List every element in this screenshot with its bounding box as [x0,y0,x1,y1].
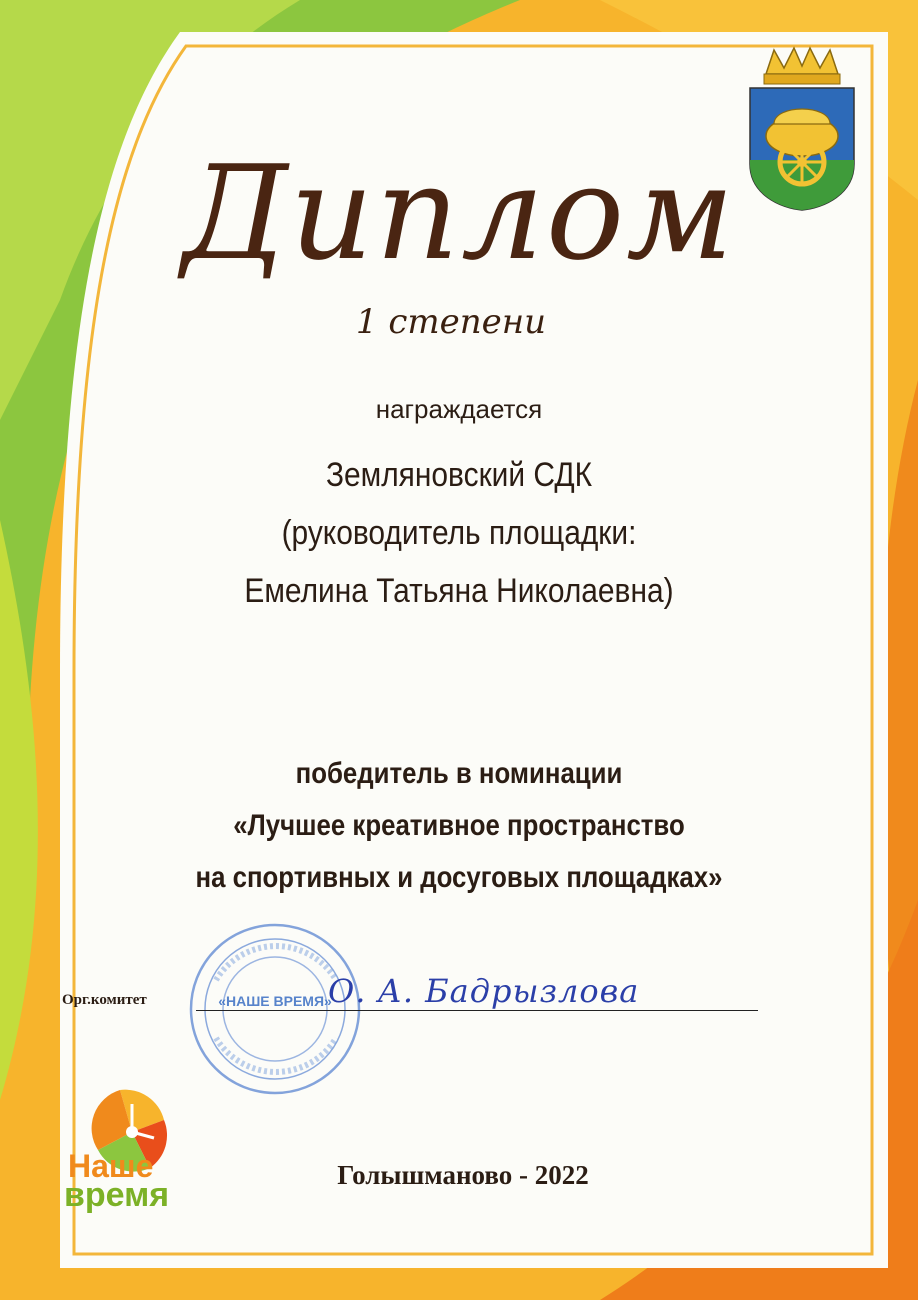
recipient-block [55,446,863,620]
recipient-line: Емелина Татьяна Николаевна) [244,572,674,610]
logo-text-line1: Наше [68,1148,154,1184]
diploma-degree: 1 степени [355,302,547,342]
signature-line [196,1010,758,1011]
city-year: Голышманово - 2022 [337,1160,589,1190]
recipient-line: Земляновский СДК [325,456,593,494]
signature: О. А. Бадрызлова [328,972,640,1010]
awarded-label: награждается [375,394,543,424]
diploma-title: Диплом [182,137,736,289]
logo-text-line2: время [64,1176,170,1214]
nomination-line: на спортивных и досуговых площадках» [195,861,723,894]
stamp-text: «НАШЕ ВРЕМЯ» [218,993,332,1009]
nomination-block [64,748,853,904]
nomination-line: победитель в номинации [295,757,623,790]
committee-label: Орг.комитет [62,992,147,1008]
nomination-line: «Лучшее креативное пространство [233,809,685,842]
recipient-line: (руководитель площадки: [281,514,637,552]
